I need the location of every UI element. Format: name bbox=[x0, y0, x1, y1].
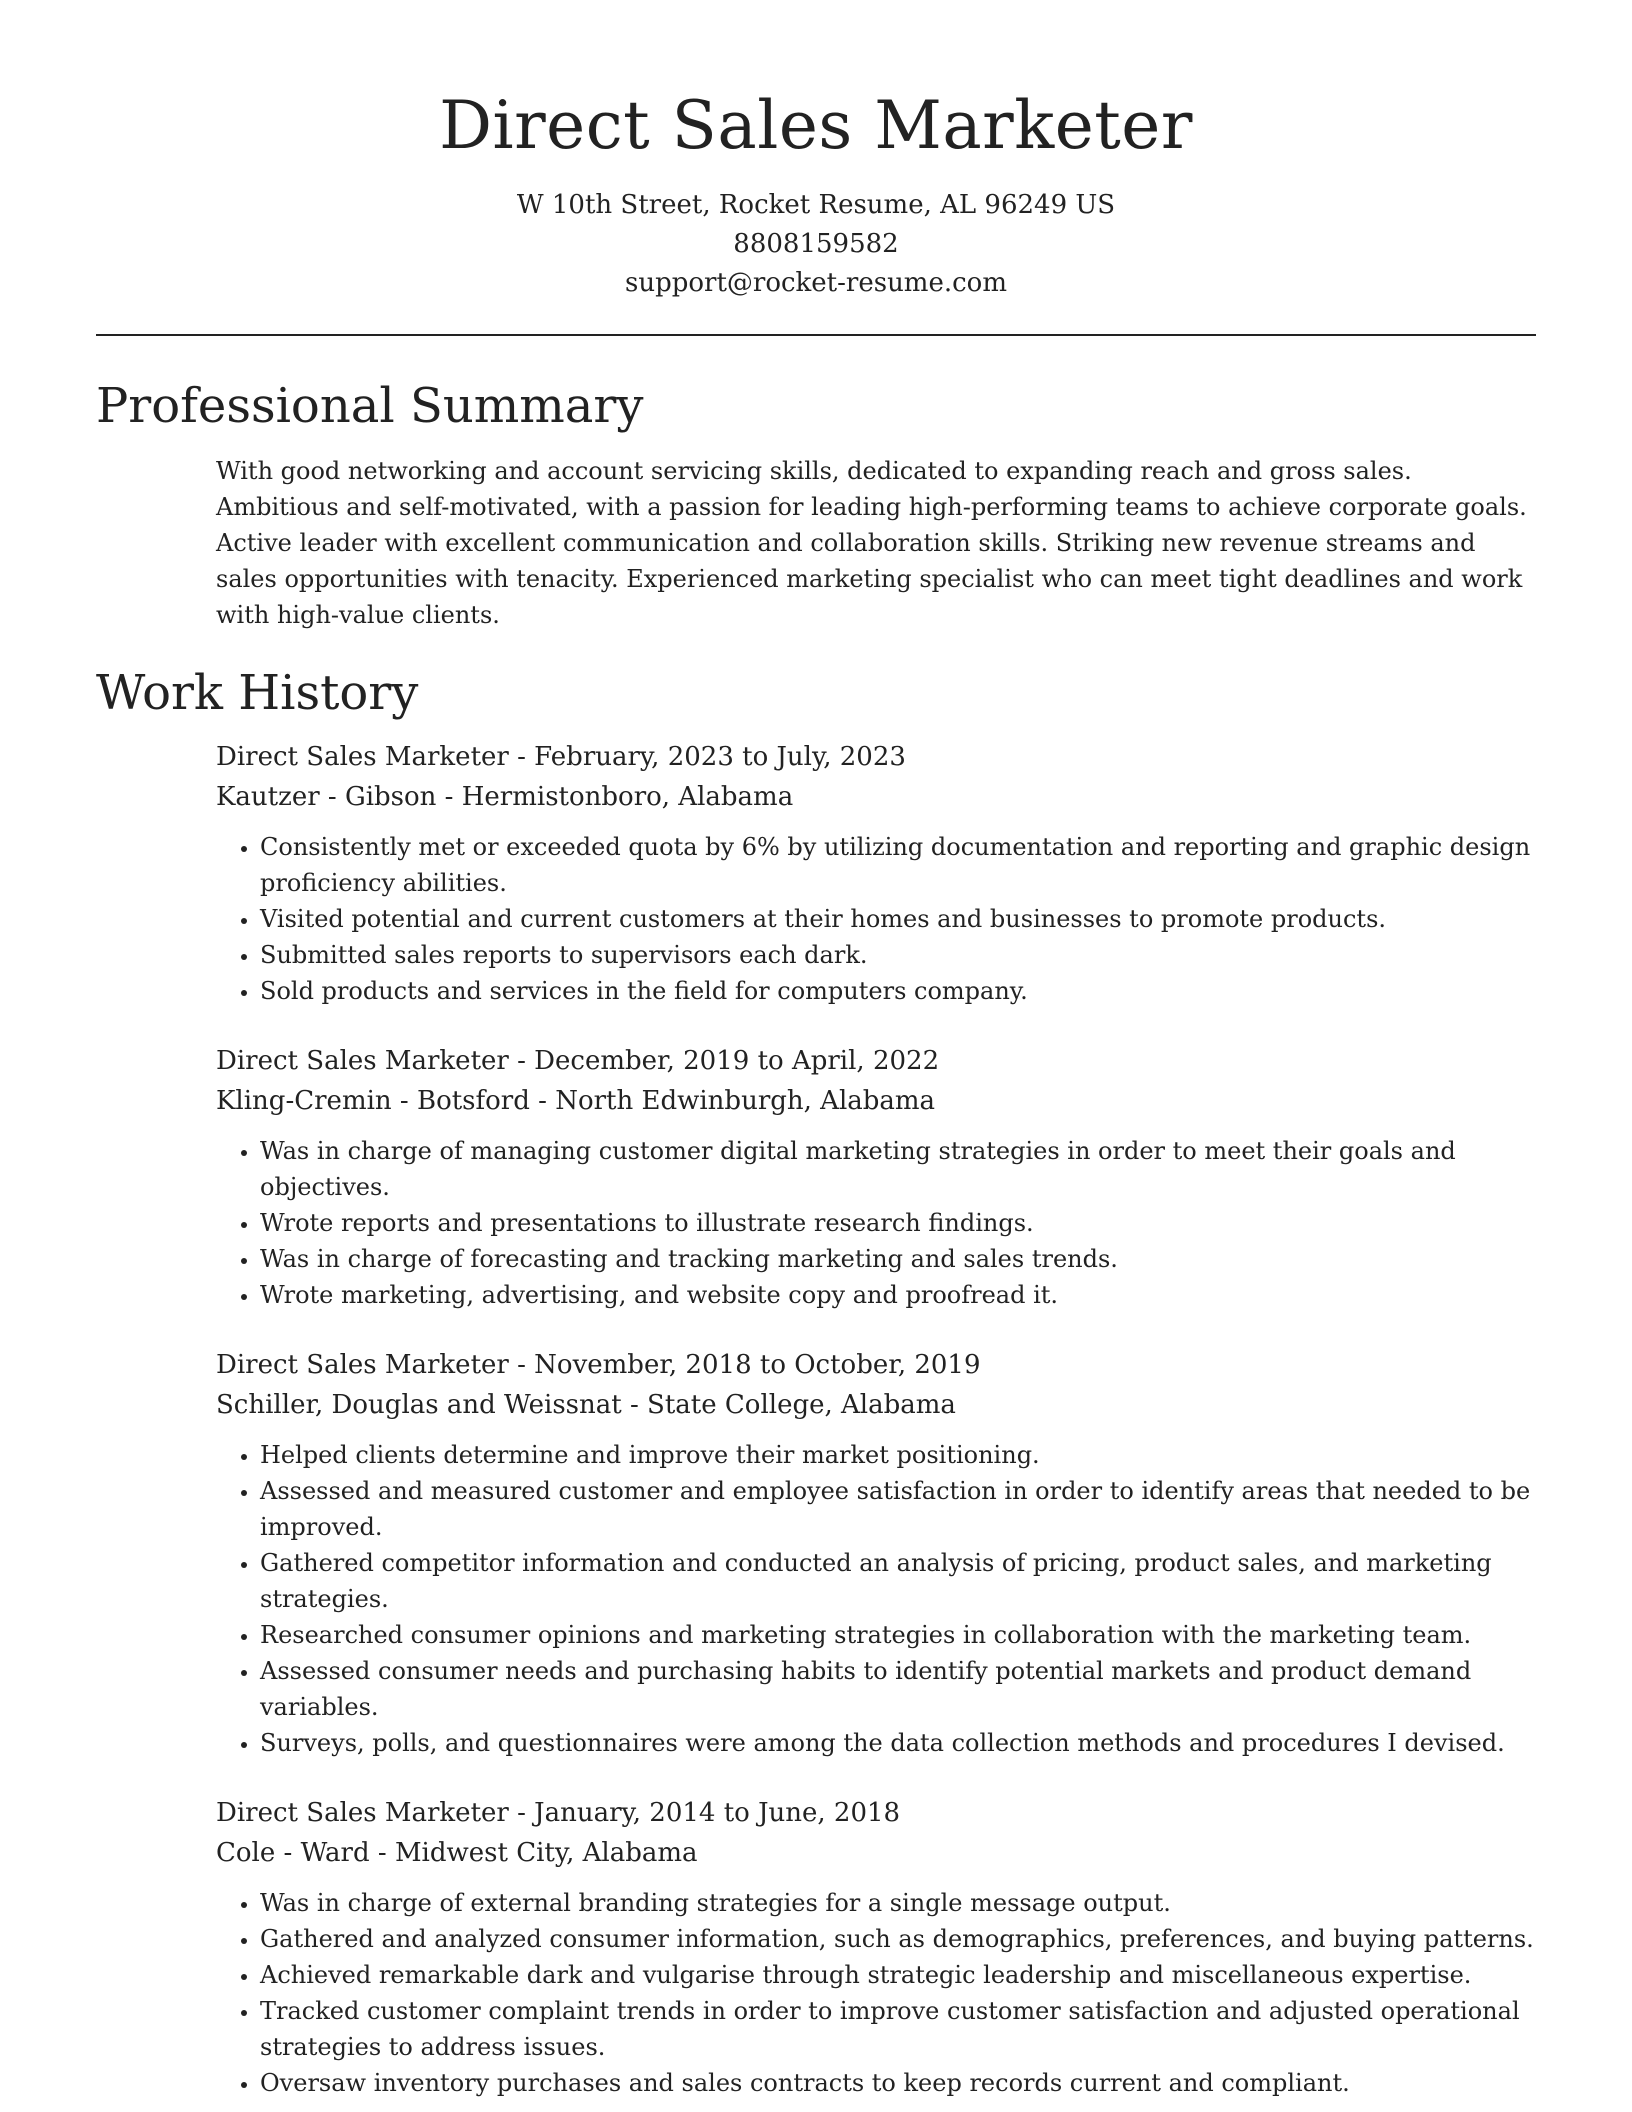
job-bullet: • Gathered and analyzed consumer information, such as demographics, preferences, and buying patterns. bbox=[260, 1921, 1536, 1957]
resume-page bbox=[96, 0, 1536, 2101]
job-bullet: • Was in charge of forecasting and tracking marketing and sales trends. bbox=[260, 1241, 1536, 1277]
contact-email: support@rocket-resume.com bbox=[624, 268, 1007, 298]
work-history-heading: Work History bbox=[96, 665, 419, 721]
job-entry bbox=[216, 1345, 1536, 1761]
job-bullet: • Was in charge of external branding strategies for a single message output. bbox=[260, 1885, 1536, 1921]
job-bullet: • Was in charge of managing customer digital marketing strategies in order to meet their goals and objectives. bbox=[260, 1133, 1536, 1205]
job-dates: November, 2018 to October, 2019 bbox=[534, 1350, 981, 1380]
job-role: Direct Sales Marketer bbox=[216, 1798, 509, 1828]
job-bullet: • Assessed and measured customer and employee satisfaction in order to identify areas that needed to be improved. bbox=[260, 1473, 1536, 1545]
job-entry bbox=[216, 1041, 1536, 1313]
job-bullet: • Wrote reports and presentations to illustrate research findings. bbox=[260, 1205, 1536, 1241]
summary-heading: Professional Summary bbox=[96, 378, 644, 434]
job-company: Kling-Cremin - Botsford bbox=[216, 1086, 530, 1116]
job-entry bbox=[216, 1793, 1536, 2101]
job-company: Cole - Ward bbox=[216, 1838, 370, 1868]
job-company: Schiller, Douglas and Weissnat bbox=[216, 1390, 622, 1420]
job-role: Direct Sales Marketer bbox=[216, 742, 509, 772]
contact-address: W 10th Street, Rocket Resume, AL 96249 US bbox=[516, 190, 1116, 220]
job-title-line: Direct Sales Marketer - December, 2019 to April, 2022 bbox=[216, 1046, 940, 1076]
job-bullet: • Achieved remarkable dark and vulgarise through strategic leadership and miscellaneous expertise. bbox=[260, 1957, 1536, 1993]
job-bullet: • Submitted sales reports to supervisors each dark. bbox=[260, 937, 1536, 973]
job-location: State College, Alabama bbox=[647, 1390, 956, 1420]
work-history-list bbox=[216, 737, 1536, 2101]
contact-block bbox=[96, 186, 1536, 303]
job-bullet: • Researched consumer opinions and marketing strategies in collaboration with the marketing team. bbox=[260, 1617, 1536, 1653]
job-dates: February, 2023 to July, 2023 bbox=[534, 742, 906, 772]
job-role: Direct Sales Marketer bbox=[216, 1046, 509, 1076]
job-location: Hermistonboro, Alabama bbox=[461, 782, 794, 812]
job-bullet: • Helped clients determine and improve their market positioning. bbox=[260, 1437, 1536, 1473]
job-location: Midwest City, Alabama bbox=[394, 1838, 698, 1868]
job-title-line: Direct Sales Marketer - January, 2014 to June, 2018 bbox=[216, 1798, 901, 1828]
job-bullet: • Surveys, polls, and questionnaires were among the data collection methods and procedures I devised. bbox=[260, 1725, 1536, 1761]
job-bullet: • Assessed consumer needs and purchasing habits to identify potential markets and product demand variables. bbox=[260, 1653, 1536, 1725]
job-bullets bbox=[216, 1885, 1536, 2101]
job-bullet: • Consistently met or exceeded quota by 6% by utilizing documentation and reporting and graphic design proficiency abilities. bbox=[260, 829, 1536, 901]
job-dates: December, 2019 to April, 2022 bbox=[534, 1046, 940, 1076]
job-location: North Edwinburgh, Alabama bbox=[555, 1086, 936, 1116]
job-entry bbox=[216, 737, 1536, 1009]
job-bullets bbox=[216, 829, 1536, 1009]
contact-phone: 8808159582 bbox=[733, 229, 899, 259]
header-divider bbox=[96, 334, 1536, 336]
job-title-line: Direct Sales Marketer - November, 2018 to October, 2019 bbox=[216, 1350, 981, 1380]
job-bullet: • Visited potential and current customers at their homes and businesses to promote products. bbox=[260, 901, 1536, 937]
job-bullet: • Sold products and services in the field for computers company. bbox=[260, 973, 1536, 1009]
job-title-line: Direct Sales Marketer - February, 2023 to July, 2023 bbox=[216, 742, 906, 772]
job-dates: January, 2014 to June, 2018 bbox=[534, 1798, 901, 1828]
job-bullet: • Tracked customer complaint trends in order to improve customer satisfaction and adjusted operational strategies to address issues. bbox=[260, 1993, 1536, 2065]
job-company-line: Schiller, Douglas and Weissnat - State College, Alabama bbox=[216, 1390, 956, 1420]
job-company: Kautzer - Gibson bbox=[216, 782, 437, 812]
job-bullets bbox=[216, 1133, 1536, 1313]
job-role: Direct Sales Marketer bbox=[216, 1350, 509, 1380]
job-bullets bbox=[216, 1437, 1536, 1761]
job-bullet: • Gathered competitor information and conducted an analysis of pricing, product sales, and marketing strategies. bbox=[260, 1545, 1536, 1617]
job-company-line: Kautzer - Gibson - Hermistonboro, Alabama bbox=[216, 782, 794, 812]
candidate-name: Direct Sales Marketer bbox=[439, 87, 1193, 164]
job-company-line: Cole - Ward - Midwest City, Alabama bbox=[216, 1838, 698, 1868]
summary-text: With good networking and account servicing skills, dedicated to expanding reach and gross sales. Ambitious and self-motivated, with a passion for leading high-performing teams to achieve corporate goals. Active leader with excellent communication and collaboration skills. Striking new revenue streams and sales opportunities with tenacity. Experienced marketing specialist who can meet tight deadlines and work with high-value clients. bbox=[216, 457, 1527, 629]
job-company-line: Kling-Cremin - Botsford - North Edwinburgh, Alabama bbox=[216, 1086, 936, 1116]
resume-header bbox=[96, 0, 1536, 303]
job-bullet: • Wrote marketing, advertising, and website copy and proofread it. bbox=[260, 1277, 1536, 1313]
job-bullet: • Oversaw inventory purchases and sales contracts to keep records current and compliant. bbox=[260, 2065, 1536, 2101]
